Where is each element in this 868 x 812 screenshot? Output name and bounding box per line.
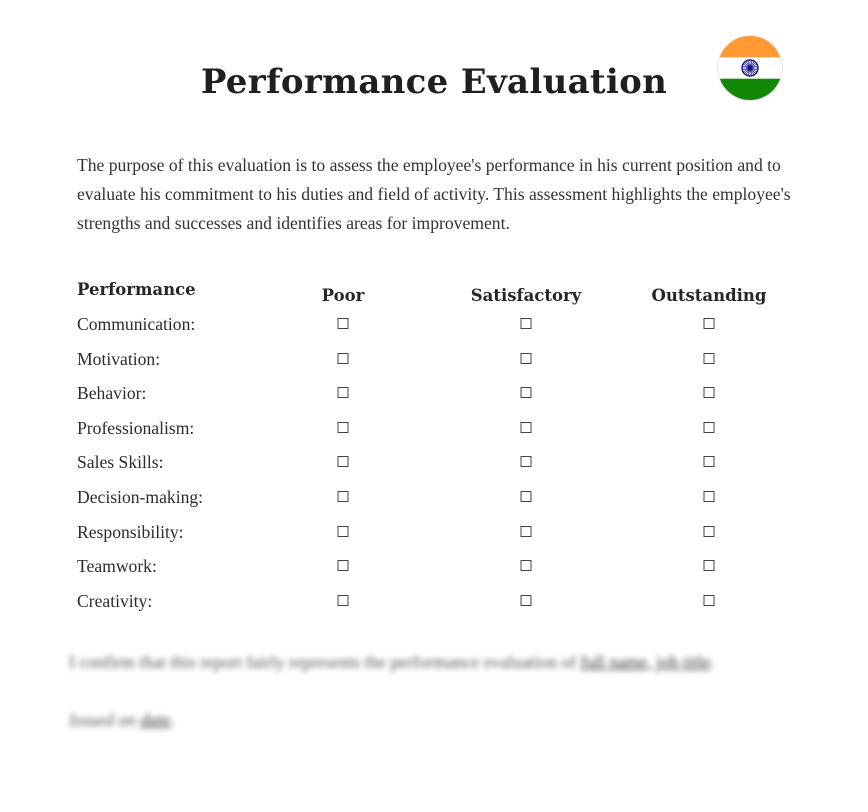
outstanding-checkbox[interactable] — [704, 526, 715, 537]
confirmation-statement: I confirm that this report fairly represents the performance evaluation of full name, job title. — [69, 652, 715, 672]
table-row — [77, 446, 797, 481]
satisfactory-checkbox[interactable] — [521, 318, 532, 329]
satisfactory-checkbox[interactable] — [521, 387, 532, 398]
poor-checkbox[interactable] — [338, 353, 349, 364]
poor-checkbox[interactable] — [338, 387, 349, 398]
criterion-label: Decision-making: — [77, 486, 204, 507]
criterion-label: Behavior: — [77, 383, 147, 404]
outstanding-checkbox[interactable] — [704, 456, 715, 467]
table-row — [77, 550, 797, 585]
poor-checkbox[interactable] — [338, 560, 349, 571]
outstanding-checkbox[interactable] — [704, 560, 715, 571]
header-performance: Performance — [77, 280, 196, 299]
header-satisfactory: Satisfactory — [470, 286, 582, 305]
page-title: Performance Evaluation — [200, 62, 668, 102]
satisfactory-checkbox[interactable] — [521, 526, 532, 537]
criterion-label: Communication: — [77, 314, 196, 334]
table-row — [77, 585, 797, 620]
satisfactory-checkbox[interactable] — [521, 491, 532, 502]
issued-statement: Issued on date. — [69, 710, 176, 730]
criterion-label: Professionalism: — [77, 417, 195, 438]
outstanding-checkbox[interactable] — [704, 491, 715, 502]
criterion-label: Creativity: — [77, 590, 153, 611]
poor-checkbox[interactable] — [338, 491, 349, 502]
intro-paragraph: The purpose of this evaluation is to assess the employee's performance in his current position and to evaluate his commitment to his duties and field of activity. This assessment highlights the employee's strengths and successes and identifies areas for improvement. — [77, 155, 791, 233]
poor-checkbox[interactable] — [338, 595, 349, 606]
table-row — [77, 308, 797, 343]
table-row — [77, 343, 797, 378]
criterion-label: Sales Skills: — [77, 452, 164, 473]
header-poor: Poor — [321, 286, 365, 305]
outstanding-checkbox[interactable] — [704, 595, 715, 606]
criterion-label: Responsibility: — [77, 521, 184, 542]
satisfactory-checkbox[interactable] — [521, 456, 532, 467]
outstanding-checkbox[interactable] — [704, 353, 715, 364]
poor-checkbox[interactable] — [338, 456, 349, 467]
header-outstanding: Outstanding — [651, 286, 767, 305]
satisfactory-checkbox[interactable] — [521, 422, 532, 433]
table-row — [77, 481, 797, 516]
criterion-label: Motivation: — [77, 348, 161, 369]
satisfactory-checkbox[interactable] — [521, 595, 532, 606]
india-flag-icon — [718, 36, 782, 100]
outstanding-checkbox[interactable] — [704, 387, 715, 398]
table-row — [77, 412, 797, 447]
poor-checkbox[interactable] — [338, 318, 349, 329]
table-header-row — [77, 276, 797, 308]
outstanding-checkbox[interactable] — [704, 422, 715, 433]
full-name-link: full name, job title — [580, 652, 711, 672]
satisfactory-checkbox[interactable] — [521, 353, 532, 364]
table-row — [77, 516, 797, 551]
table-row — [77, 377, 797, 412]
evaluation-table — [77, 276, 797, 619]
outstanding-checkbox[interactable] — [704, 318, 715, 329]
criterion-label: Teamwork: — [77, 556, 157, 577]
poor-checkbox[interactable] — [338, 422, 349, 433]
date-link: date — [140, 710, 171, 730]
satisfactory-checkbox[interactable] — [521, 560, 532, 571]
poor-checkbox[interactable] — [338, 526, 349, 537]
